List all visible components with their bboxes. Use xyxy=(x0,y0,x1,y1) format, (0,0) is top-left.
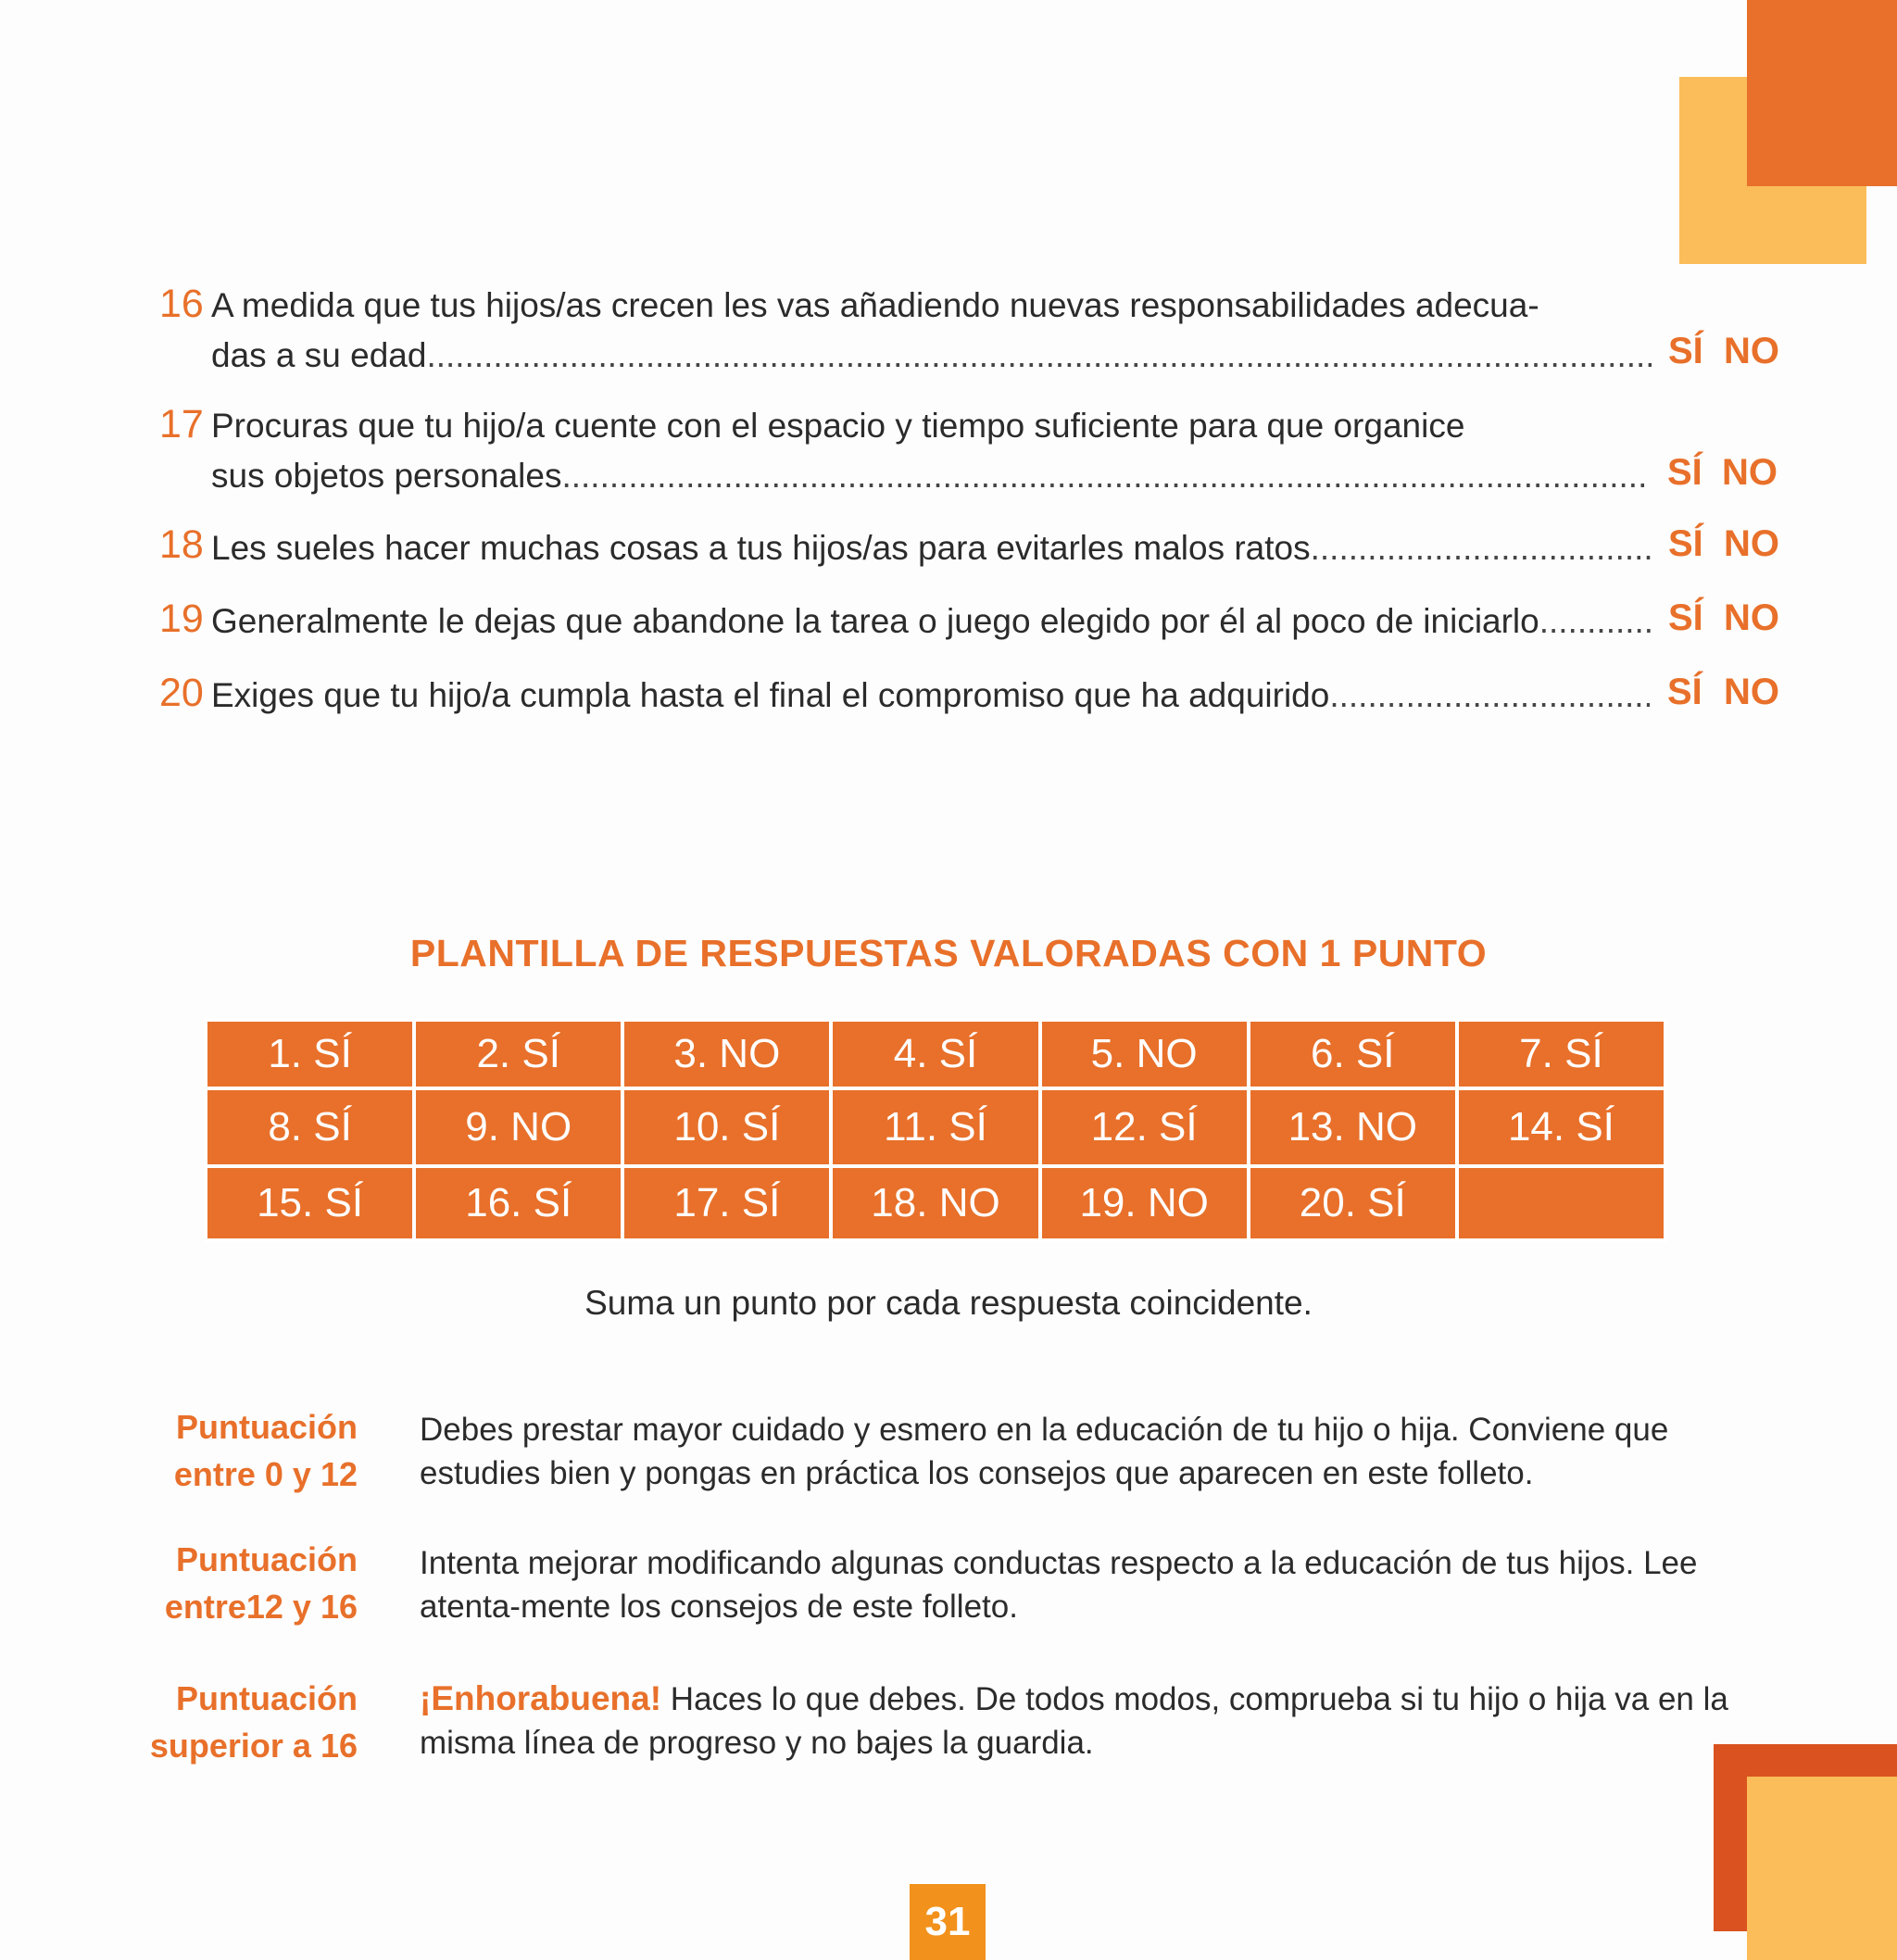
no-option[interactable]: NO xyxy=(1722,452,1778,493)
score-label-line: Puntuación xyxy=(176,1540,358,1578)
question-number: 19 xyxy=(159,597,204,641)
question-number: 20 xyxy=(159,671,204,715)
question-text: A medida que tus hijos/as crecen les vas añadiendo nuevas responsabilidades adecua- xyxy=(211,286,1539,324)
table-cell: 18. NO xyxy=(831,1166,1039,1240)
question-line xyxy=(211,338,1652,372)
answer-table xyxy=(204,1018,1667,1242)
score-description xyxy=(420,1541,1735,1628)
question-number: 16 xyxy=(159,282,204,326)
score-description xyxy=(420,1408,1735,1495)
table-row xyxy=(206,1020,1665,1088)
table-cell: 13. NO xyxy=(1249,1088,1457,1166)
question-text: sus objetos personales xyxy=(211,457,562,495)
question-text: Generalmente le dejas que abandone la tarea o juego elegido por él al poco de iniciarlo xyxy=(211,602,1539,640)
question-number: 18 xyxy=(159,522,204,567)
score-text: Haces lo que debes. De todos modos, comprueba si tu hijo o hija va en la misma línea de progreso y no bajes la guardia. xyxy=(420,1681,1728,1761)
score-range-label xyxy=(150,1675,358,1769)
score-label-line: superior a 16 xyxy=(149,1727,358,1765)
question-text: Procuras que tu hijo/a cuente con el espacio y tiempo suficiente para que organice xyxy=(211,407,1465,445)
yes-option[interactable]: SÍ xyxy=(1667,452,1702,493)
table-cell: 7. SÍ xyxy=(1457,1020,1665,1088)
table-cell: 12. SÍ xyxy=(1040,1088,1249,1166)
table-cell: 11. SÍ xyxy=(831,1088,1039,1166)
bottom-right-light-block xyxy=(1747,1777,1897,1960)
no-option[interactable]: NO xyxy=(1724,331,1779,371)
table-row xyxy=(206,1088,1665,1166)
no-option[interactable]: NO xyxy=(1724,672,1779,712)
table-cell: 14. SÍ xyxy=(1457,1088,1665,1166)
question-line xyxy=(211,531,1651,565)
table-cell: 5. NO xyxy=(1040,1020,1249,1088)
score-label-line: entre12 y 16 xyxy=(164,1588,358,1626)
dot-leader xyxy=(1329,678,1650,712)
table-cell: 4. SÍ xyxy=(831,1020,1039,1088)
top-right-dark-block xyxy=(1747,0,1897,186)
table-cell: 10. SÍ xyxy=(622,1088,831,1166)
table-cell: 19. NO xyxy=(1040,1166,1249,1240)
table-cell: 9. NO xyxy=(414,1088,622,1166)
section-title: PLANTILLA DE RESPUESTAS VALORADAS CON 1 PUNTO xyxy=(409,932,1488,974)
question-text: Exiges que tu hijo/a cumpla hasta el final el compromiso que ha adquirido xyxy=(211,676,1330,714)
score-range-label xyxy=(165,1536,358,1630)
table-row xyxy=(206,1166,1665,1240)
table-cell xyxy=(1457,1166,1665,1240)
score-range-label xyxy=(174,1403,358,1498)
table-cell: 3. NO xyxy=(622,1020,831,1088)
table-cell: 17. SÍ xyxy=(622,1166,831,1240)
table-cell: 16. SÍ xyxy=(414,1166,622,1240)
score-description xyxy=(420,1677,1735,1765)
table-cell: 15. SÍ xyxy=(206,1166,414,1240)
question-line xyxy=(211,604,1652,638)
score-label-line: Puntuación xyxy=(176,1679,358,1717)
no-option[interactable]: NO xyxy=(1724,523,1779,564)
scoring-note: Suma un punto por cada respuesta coincidente. xyxy=(584,1284,1313,1322)
score-text: Debes prestar mayor cuidado y esmero en la educación de tu hijo o hija. Conviene que estudies bien y pongas en práctica los consejos que aparecen en este folleto. xyxy=(420,1412,1669,1491)
score-label-line: Puntuación xyxy=(176,1408,358,1446)
question-text: das a su edad xyxy=(211,336,427,374)
no-option[interactable]: NO xyxy=(1724,597,1779,638)
table-cell: 2. SÍ xyxy=(414,1020,622,1088)
score-label-line: entre 0 y 12 xyxy=(173,1455,358,1493)
yes-option[interactable]: SÍ xyxy=(1667,672,1702,712)
dot-leader xyxy=(1539,604,1652,638)
dot-leader xyxy=(426,338,1652,372)
question-number: 17 xyxy=(159,402,204,446)
score-text: Intenta mejorar modificando algunas conductas respecto a la educación de tus hijos. Lee atenta-mente los consejos de este folleto. xyxy=(420,1545,1698,1625)
table-cell: 8. SÍ xyxy=(206,1088,414,1166)
yes-option[interactable]: SÍ xyxy=(1668,597,1703,638)
question-line xyxy=(211,678,1650,712)
dot-leader xyxy=(1311,531,1651,565)
yes-option[interactable]: SÍ xyxy=(1668,523,1703,564)
dot-leader xyxy=(561,459,1650,493)
emphasis-text: ¡Enhorabuena! xyxy=(420,1679,662,1717)
table-cell: 6. SÍ xyxy=(1249,1020,1457,1088)
page-number: 31 xyxy=(910,1884,986,1960)
table-cell: 1. SÍ xyxy=(206,1020,414,1088)
yes-option[interactable]: SÍ xyxy=(1668,331,1703,371)
table-cell: 20. SÍ xyxy=(1249,1166,1457,1240)
question-line xyxy=(211,459,1650,493)
question-text: Les sueles hacer muchas cosas a tus hijos/as para evitarles malos ratos xyxy=(211,529,1311,567)
